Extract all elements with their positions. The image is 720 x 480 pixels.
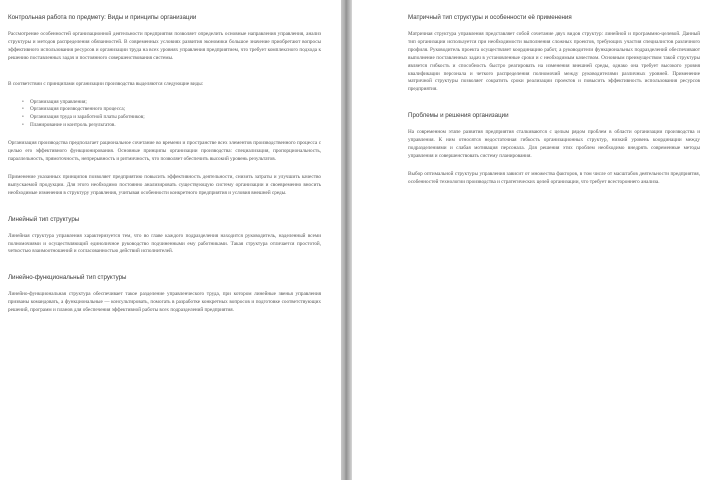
page-gutter [341, 0, 352, 480]
bullet-icon: • [22, 114, 24, 121]
section-heading: Проблемы и решения организации [408, 112, 509, 120]
bullet-icon: • [22, 106, 24, 113]
list-item [22, 98, 321, 107]
paragraph: Матричная структура управления представляет собой сочетание двух видов структур: линейной и программно-целевой. Данный тип организации используется при необходимости выполнения сложных проектов, требующих участия специалистов различного профиля. Руководитель проекта осуществляет координацию работ, а руководители функциональных подразделений обеспечивают выполнение поставленных задач в установленные сроки и с необходимым качеством. Основным преимуществом такой структуры является гибкость и способность быстро реагировать на изменения внешней среды, однако она требует высокого уровня квалификации персонала и четкого распределения полномочий между руководителями различных уровней. Применение матричной структуры позволяет сократить сроки реализации проектов и повысить эффективность использования ресурсов предприятия. [408, 31, 700, 93]
page-left [0, 0, 341, 480]
section-heading: Линейный тип структуры [8, 215, 80, 223]
section-heading: Матричный тип структуры и особенности её применения [408, 14, 572, 21]
bullet-list [8, 99, 321, 131]
page-right [352, 0, 720, 480]
section-heading: Контрольная работа по предмету: Виды и принципы организации [8, 14, 197, 21]
section-heading: Линейно-функциональный тип структуры [8, 274, 127, 282]
list-item [22, 122, 321, 130]
paragraph: Линейная структура управления характеризуется тем, что во главе каждого подразделения находится руководитель, наделенный всеми полномочиями и осуществляющий единоличное руководство подчиненными ему работниками. Такая структура отличается простотой, четкостью взаимоотношений и согласованностью действий исполнителей. [8, 232, 321, 255]
bullet-icon: • [22, 98, 24, 105]
list-item-text: Организация производственного процесса; [30, 106, 126, 113]
list-item [22, 114, 321, 122]
paragraph: Выбор оптимальной структуры управления зависит от множества факторов, в том числе от масштабов деятельности предприятия, особенностей технологии производства и стратегических целей организации, что требует всестороннего анализа. [408, 170, 700, 185]
list-item-text: Планирование и контроль результатов. [30, 122, 116, 129]
paragraph: Организация производства предполагает рациональное сочетание во времени и пространстве всех элементов производственного процесса с целью его эффективного функционирования. Основные принципы организации производства: специализация, пропорциональность, параллельность, прямоточность, непрерывность и ритмичность, что позволяет обеспечить высокий уровень результатов. [8, 140, 321, 162]
paragraph: Применение указанных принципов позволяет предприятию повысить эффективность деятельности, снизить затраты и улучшить качество выпускаемой продукции. Для этого необходимо постоянно анализировать существующую систему организации и своевременно вносить необходимые изменения в структуру управления, учитывая особенности конкретного предприятия и условия внешней среды. [8, 173, 321, 196]
paragraph: В соответствии с принципами организации производства выделяются следующие виды: [8, 80, 204, 87]
paragraph: Рассмотрение особенностей организационной деятельности предприятия позволяет определить основные направления управления, анализ структуры и методов распределения обязанностей. В современных условиях развития экономики большое значение приобретают вопросы эффективного использования ресурсов и организации труда на всех уровнях управления предприятием, что требует комплексного подхода к решению поставленных задач и постоянного совершенствования системы. [8, 31, 321, 61]
list-item-text: Организация труда и заработной платы работников; [30, 114, 145, 121]
list-item-text: Организация управления; [30, 98, 87, 105]
paragraph: Линейно-функциональная структура обеспечивает такое разделение управленческого труда, при котором линейные звенья управления призваны командовать, а функциональные — консультировать, помогать в разработке конкретных вопросов и подготовке соответствующих решений, программ и планов для обеспечения эффективной работы всех подразделений предприятия. [8, 291, 321, 314]
bullet-icon: • [22, 122, 24, 129]
paragraph: На современном этапе развития предприятия сталкиваются с целым рядом проблем в области организации производства и управления. К ним относятся недостаточная гибкость организационных структур, низкий уровень координации между подразделениями и слабая мотивация персонала. Для решения этих проблем необходимо внедрять современные методы управления и совершенствовать систему планирования. [408, 129, 700, 159]
